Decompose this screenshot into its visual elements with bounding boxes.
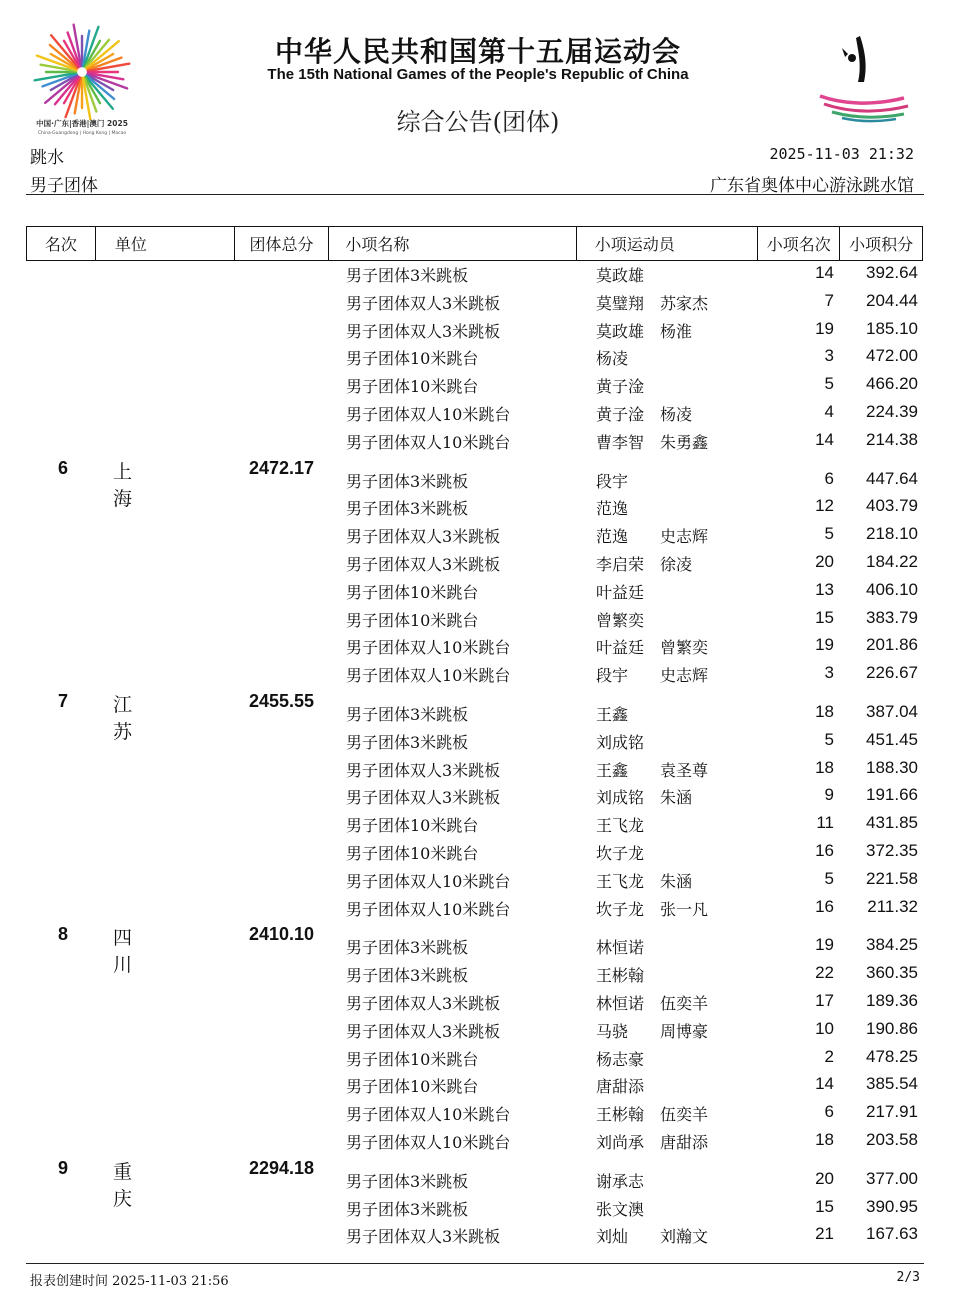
table-row (0, 1197, 956, 1224)
event-rank-cell: 14 (815, 263, 834, 282)
athlete-name: 刘瀚文 (660, 1227, 709, 1247)
event-points-cell: 447.64 (866, 468, 918, 488)
sport-name: 跳水 (30, 148, 64, 168)
athlete-name: 王彬翰 (596, 966, 645, 986)
event-name-cell: 男子团体双人10米跳台 (346, 432, 511, 452)
athlete-name: 李启荣 (596, 555, 645, 574)
event-rank-cell: 21 (815, 1224, 834, 1244)
event-points-cell: 188.30 (866, 757, 918, 777)
event-rank-cell: 20 (815, 1168, 834, 1188)
event-name-cell: 男子团体10米跳台 (346, 349, 479, 369)
athlete-name: 王鑫 (596, 760, 629, 780)
event-points-cell: 184.22 (866, 552, 918, 571)
event-points-cell: 167.63 (866, 1224, 918, 1244)
athlete-name: 曾繁奕 (596, 610, 645, 630)
results-table-header (26, 226, 923, 261)
logo-subtext: China·Guangdong | Hong Kong | Macao (37, 131, 127, 136)
athlete-name: 范逸 (596, 499, 629, 519)
athlete-name: 曾繁奕 (660, 638, 709, 658)
event-rank-cell: 18 (815, 1130, 834, 1149)
event-points-cell: 472.00 (866, 346, 918, 366)
athlete-name: 莫璧翔 (596, 293, 645, 313)
table-row (0, 813, 956, 840)
athlete-name: 坎子龙 (596, 844, 645, 863)
table-row (0, 758, 956, 785)
event-points-cell: 211.32 (867, 896, 918, 916)
athlete-name: 坎子龙 (596, 899, 645, 919)
athlete-name: 黄子淦 (596, 405, 645, 424)
event-rank-cell: 19 (815, 635, 834, 655)
table-row (0, 1130, 956, 1157)
event-name-cell: 男子团体双人3米跳板 (346, 994, 501, 1013)
table-row (0, 897, 956, 924)
event-name-cell: 男子团体10米跳台 (346, 844, 479, 863)
team-rank: 9 (58, 1157, 69, 1178)
athlete-name: 张文澳 (596, 1199, 645, 1219)
athlete-name: 史志辉 (660, 527, 709, 547)
event-points-cell: 478.25 (866, 1046, 918, 1066)
event-rank-cell: 15 (815, 607, 834, 627)
team-unit: 江苏 (113, 694, 133, 743)
table-row (0, 702, 956, 729)
event-name-cell: 男子团体3米跳板 (346, 499, 469, 519)
event-points-cell: 385.54 (866, 1074, 918, 1094)
athlete-name: 叶益廷 (596, 638, 645, 658)
team-total-score: 2294.18 (249, 1157, 315, 1178)
table-row (0, 552, 956, 579)
team-total-score: 2455.55 (249, 691, 315, 711)
table-row (0, 663, 956, 690)
table-row (0, 469, 956, 496)
table-row (0, 430, 956, 457)
table-row (0, 730, 956, 757)
event-name-cell: 男子团体3米跳板 (346, 1199, 469, 1219)
table-row (0, 580, 956, 607)
event-points-cell: 390.95 (866, 1196, 918, 1216)
event-name-cell: 男子团体10米跳台 (346, 1077, 479, 1097)
col-unit: 单位 (96, 227, 235, 260)
athlete-name: 刘尚承 (596, 1133, 645, 1152)
event-rank-cell: 3 (824, 346, 834, 366)
table-row (0, 402, 956, 429)
event-name-cell: 男子团体双人3米跳板 (346, 788, 501, 808)
report-created-time: 报表创建时间 2025-11-03 21:56 (30, 1274, 229, 1289)
event-name-cell: 男子团体3米跳板 (346, 732, 469, 752)
event-name-cell: 男子团体10米跳台 (346, 610, 479, 630)
event-name-cell: 男子团体双人10米跳台 (346, 666, 511, 686)
col-rank: 名次 (27, 227, 96, 260)
athlete-name: 黄子淦 (596, 377, 645, 397)
event-points-cell: 360.35 (866, 963, 918, 983)
event-points-cell: 203.58 (866, 1130, 918, 1149)
athlete-name: 刘成铭 (596, 732, 645, 752)
athlete-name: 莫政雄 (596, 266, 645, 285)
event-points-cell: 221.58 (866, 868, 918, 888)
event-name-cell: 男子团体3米跳板 (346, 471, 469, 491)
team-rank: 7 (58, 691, 69, 711)
table-row (0, 869, 956, 896)
table-row (0, 374, 956, 401)
event-name-cell: 男子团体双人10米跳台 (346, 638, 511, 658)
athlete-name: 史志辉 (660, 666, 709, 686)
athlete-name: 王飞龙 (596, 871, 645, 891)
event-points-cell: 406.10 (866, 579, 918, 599)
athlete-name: 苏家杰 (660, 293, 709, 313)
athlete-name: 朱涵 (660, 788, 693, 808)
table-row (0, 1169, 956, 1196)
team-unit: 四川 (113, 927, 133, 977)
event-name-cell: 男子团体双人3米跳板 (346, 321, 501, 341)
event-name-cell: 男子团体双人3米跳板 (346, 527, 501, 547)
event-points-cell: 226.67 (866, 663, 918, 683)
team-total-score: 2472.17 (249, 457, 315, 478)
event-name-cell: 男子团体3米跳板 (346, 966, 469, 986)
event-rank-cell: 22 (815, 963, 834, 983)
col-event-points: 小项积分 (849, 235, 914, 254)
event-rank-cell: 10 (815, 1018, 834, 1038)
event-rank-cell: 20 (815, 552, 834, 571)
table-row (0, 1019, 956, 1046)
logo-text: 中国·广东|香港|澳门 2025 (36, 119, 128, 128)
event-rank-cell: 16 (815, 896, 834, 916)
event-rank-cell: 3 (824, 663, 834, 683)
table-row (0, 1047, 956, 1074)
event-points-cell: 431.85 (866, 813, 918, 833)
table-row (0, 346, 956, 373)
event-name-cell: 男子团体10米跳台 (346, 582, 479, 602)
games-title-cn: 中华人民共和国第十五届运动会 (274, 35, 681, 68)
event-points-cell: 189.36 (866, 991, 918, 1010)
athlete-name: 林恒诺 (596, 994, 645, 1013)
col-team-total: 团体总分 (235, 227, 330, 260)
table-row (0, 524, 956, 551)
event-name-cell: 男子团体3米跳板 (346, 1171, 469, 1191)
event-name-cell: 男子团体10米跳台 (346, 816, 479, 836)
results-table-body (0, 261, 956, 1261)
event-name-cell: 男子团体双人10米跳台 (346, 1133, 511, 1152)
event-points-cell: 217.91 (866, 1102, 918, 1122)
athlete-name: 曹李智 (596, 432, 645, 452)
athlete-name: 袁圣尊 (660, 760, 709, 780)
athlete-name: 王彬翰 (596, 1105, 645, 1125)
event-name-cell: 男子团体3米跳板 (346, 938, 469, 958)
athlete-name: 叶益廷 (596, 582, 645, 602)
table-row (0, 608, 956, 635)
athlete-name: 刘灿 (596, 1227, 629, 1247)
athlete-name: 杨淮 (660, 321, 693, 341)
athlete-name: 伍奕羊 (660, 994, 709, 1013)
table-row (0, 319, 956, 346)
athlete-name: 杨志豪 (596, 1049, 645, 1069)
athlete-name: 朱涵 (660, 871, 693, 891)
event-rank-cell: 6 (824, 468, 834, 488)
report-datetime: 2025-11-03 21:32 (769, 145, 914, 163)
table-row (0, 1102, 956, 1129)
table-row (0, 991, 956, 1018)
event-name-cell: 男子团体3米跳板 (346, 266, 469, 285)
col-event-name: 小项名称 (329, 227, 576, 260)
event-rank-cell: 7 (824, 290, 834, 310)
table-row (0, 935, 956, 962)
athlete-name: 王鑫 (596, 705, 629, 724)
event-name-cell: 男子团体双人3米跳板 (346, 1021, 501, 1041)
event-rank-cell: 16 (815, 841, 834, 860)
event-points-cell: 185.10 (866, 318, 918, 338)
event-rank-cell: 18 (815, 702, 834, 721)
athlete-name: 杨凌 (596, 349, 629, 369)
event-name-cell: 男子团体3米跳板 (346, 705, 469, 724)
report-subtitle: 综合公告(团体) (396, 108, 560, 136)
event-rank-cell: 2 (824, 1046, 834, 1066)
event-rank-cell: 6 (824, 1102, 834, 1122)
event-name-cell: 男子团体双人3米跳板 (346, 760, 501, 780)
event-rank-cell: 19 (815, 318, 834, 338)
table-row (0, 841, 956, 868)
event-points-cell: 214.38 (866, 429, 918, 449)
event-rank-cell: 15 (815, 1196, 834, 1216)
col-event-rank: 小项名次 (758, 227, 840, 260)
table-row (0, 785, 956, 812)
athlete-name: 范逸 (596, 527, 629, 547)
event-name-cell: 男子团体双人3米跳板 (346, 555, 501, 574)
event-rank-cell: 18 (815, 757, 834, 777)
event-name-cell: 男子团体双人3米跳板 (346, 1227, 501, 1247)
event-rank-cell: 14 (815, 429, 834, 449)
event-rank-cell: 5 (824, 374, 834, 394)
event-rank-cell: 5 (824, 729, 834, 749)
table-row (0, 1224, 956, 1251)
athlete-name: 刘成铭 (596, 788, 645, 808)
event-rank-cell: 9 (824, 785, 834, 805)
event-points-cell: 218.10 (866, 524, 918, 544)
event-rank-cell: 5 (824, 524, 834, 544)
event-rank-cell: 14 (815, 1074, 834, 1094)
athlete-name: 徐凌 (660, 555, 693, 574)
event-rank-cell: 13 (815, 579, 834, 599)
table-row (0, 1074, 956, 1101)
athlete-name: 唐甜添 (596, 1077, 645, 1097)
athlete-name: 伍奕羊 (660, 1105, 709, 1125)
athlete-name: 段宇 (596, 471, 629, 491)
event-name-cell: 男子团体双人10米跳台 (346, 871, 511, 891)
athlete-name: 林恒诺 (596, 938, 645, 958)
event-points-cell: 466.20 (866, 374, 918, 394)
event-name-cell: 男子团体10米跳台 (346, 377, 479, 397)
athlete-name: 杨凌 (660, 405, 693, 424)
event-rank-cell: 12 (815, 496, 834, 516)
athlete-name: 马骁 (596, 1021, 629, 1041)
table-row (0, 963, 956, 990)
event-name-cell: 男子团体双人10米跳台 (346, 405, 511, 424)
table-row (0, 291, 956, 318)
event-rank-cell: 4 (824, 402, 834, 421)
team-unit: 上海 (113, 460, 133, 510)
team-unit: 重庆 (113, 1160, 133, 1210)
event-name-cell: 男子团体双人10米跳台 (346, 1105, 511, 1125)
games-title-en: The 15th National Games of the People's Republic of China (267, 66, 689, 83)
col-athletes: 小项运动员 (577, 227, 759, 260)
event-points-cell: 372.35 (866, 841, 918, 860)
athlete-name: 段宇 (596, 666, 629, 686)
athlete-name: 王飞龙 (596, 816, 645, 836)
footer-divider (26, 1263, 924, 1264)
event-points-cell: 403.79 (866, 496, 918, 516)
table-row (0, 635, 956, 662)
event-points-cell: 191.66 (866, 785, 918, 805)
table-row (0, 263, 956, 290)
athlete-name: 朱勇鑫 (660, 432, 709, 452)
event-rank-cell: 17 (815, 991, 834, 1010)
athlete-name: 唐甜添 (660, 1133, 709, 1152)
athlete-name: 谢承志 (596, 1171, 645, 1191)
venue-name: 广东省奥体中心游泳跳水馆 (710, 176, 914, 196)
event-rank-cell: 5 (824, 868, 834, 888)
event-points-cell: 224.39 (866, 402, 918, 421)
athlete-name: 张一凡 (660, 899, 709, 919)
event-name-cell: 男子团体双人3米跳板 (346, 293, 501, 313)
event-name-cell: 男子团体双人10米跳台 (346, 899, 511, 919)
event-points-cell: 204.44 (866, 290, 918, 310)
event-name-cell: 男子团体10米跳台 (346, 1049, 479, 1069)
event-rank-cell: 19 (815, 935, 834, 955)
event-points-cell: 190.86 (866, 1018, 918, 1038)
athlete-name: 周博豪 (660, 1021, 709, 1041)
table-row (0, 496, 956, 523)
team-total-score: 2410.10 (249, 924, 315, 945)
team-rank: 6 (58, 457, 69, 478)
event-points-cell: 377.00 (866, 1168, 918, 1188)
event-name: 男子团体 (30, 176, 98, 196)
event-points-cell: 384.25 (866, 935, 918, 955)
event-points-cell: 451.45 (866, 729, 918, 749)
page-number: 2/3 (896, 1270, 920, 1285)
event-rank-cell: 11 (816, 813, 834, 833)
team-rank: 8 (58, 924, 69, 945)
event-points-cell: 392.64 (866, 263, 918, 282)
header-divider (26, 194, 924, 195)
event-points-cell: 387.04 (866, 702, 918, 721)
athlete-name: 莫政雄 (596, 321, 645, 341)
event-points-cell: 383.79 (866, 607, 918, 627)
event-points-cell: 201.86 (866, 635, 918, 655)
